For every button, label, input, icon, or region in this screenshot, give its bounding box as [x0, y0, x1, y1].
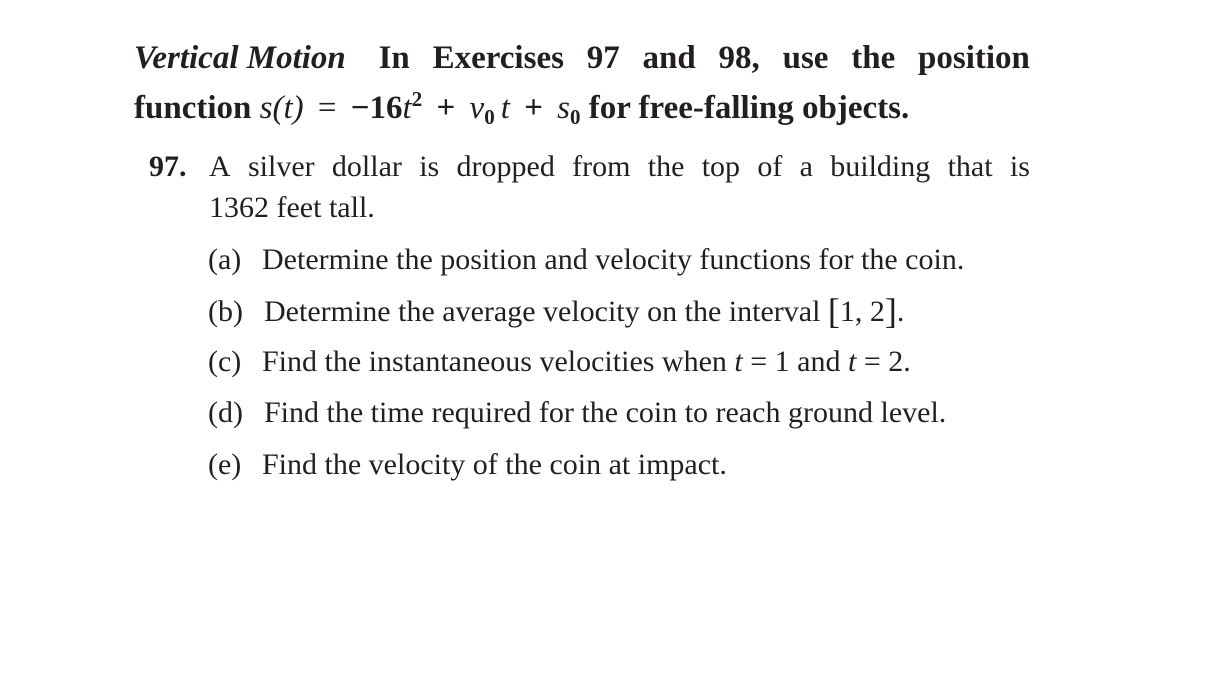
formula-v-subscript: 0	[484, 105, 495, 129]
formula-t: t	[402, 90, 412, 126]
exercise-line-2: 1362 feet tall.	[209, 191, 375, 224]
exercise-word: a	[799, 150, 813, 183]
header-word: position	[918, 40, 1030, 76]
header-word: the	[851, 40, 896, 76]
part-text: = 2.	[856, 345, 911, 378]
exercise-line-1	[209, 146, 1030, 187]
header-line-1	[134, 38, 1030, 79]
exercise-word: dropped	[456, 150, 555, 183]
exercise-word: is	[419, 150, 440, 183]
formula-coefficient: −16	[350, 90, 403, 126]
header-text: function	[134, 90, 252, 126]
variable-t: t	[848, 345, 857, 378]
part-a	[208, 240, 964, 280]
exercise-word: top	[701, 150, 741, 183]
part-label: (d)	[208, 396, 243, 429]
interval-open-bracket: [	[827, 291, 840, 331]
formula-plus: +	[436, 90, 456, 126]
formula-s0: s	[557, 90, 571, 126]
part-text: Find the velocity of the coin at impact.	[262, 448, 727, 481]
part-text: Find the instantaneous velocities when	[262, 345, 735, 378]
formula-s: s	[259, 90, 273, 126]
header-word: Exercises	[432, 40, 564, 76]
part-text: = 1 and	[742, 345, 848, 378]
position-function-formula	[259, 87, 581, 129]
exercise-word: the	[647, 150, 685, 183]
header-line-2	[134, 79, 1030, 138]
part-e	[208, 445, 727, 485]
formula-t-arg: (t)	[272, 90, 304, 126]
exercise-word: that	[947, 150, 993, 183]
exercise-word: from	[572, 150, 631, 183]
part-text: Determine the average velocity on the interval	[264, 295, 828, 328]
formula-s-subscript: 0	[570, 105, 581, 129]
formula-equals: =	[317, 90, 337, 126]
header-word: In	[378, 40, 410, 76]
part-b	[208, 291, 904, 331]
part-text: Determine the position and velocity functions for the coin.	[262, 243, 965, 276]
interval-values: 1, 2	[839, 295, 885, 328]
exercise-word: dollar	[331, 150, 402, 183]
part-label: (e)	[208, 448, 242, 481]
formula-v: v	[469, 90, 485, 126]
section-title: Vertical Motion	[134, 40, 346, 76]
exercise-word: is	[1009, 150, 1030, 183]
header-word: use	[782, 40, 829, 76]
header-word: and	[642, 40, 696, 76]
header-text: for free-falling objects.	[588, 90, 910, 126]
variable-t: t	[734, 345, 743, 378]
exercise-word: of	[757, 150, 783, 183]
exercise-number: 97.	[149, 150, 187, 183]
formula-t: t	[500, 90, 510, 126]
part-d	[208, 393, 946, 433]
header-word: 98,	[718, 40, 760, 76]
header-word: 97	[586, 40, 620, 76]
part-c	[208, 342, 911, 382]
part-text-end: .	[896, 295, 905, 328]
exercise-word: A	[209, 150, 231, 183]
part-label: (b)	[208, 295, 243, 328]
formula-exponent: 2	[411, 87, 423, 111]
formula-plus: +	[524, 90, 543, 126]
part-label: (a)	[208, 243, 242, 276]
interval-close-bracket: ]	[884, 291, 897, 331]
exercise-set-header	[134, 38, 1030, 138]
exercise-word: silver	[247, 150, 315, 183]
part-text: Find the time required for the coin to reach ground level.	[264, 396, 947, 429]
exercise-word: building	[830, 150, 931, 183]
part-label: (c)	[208, 345, 242, 378]
